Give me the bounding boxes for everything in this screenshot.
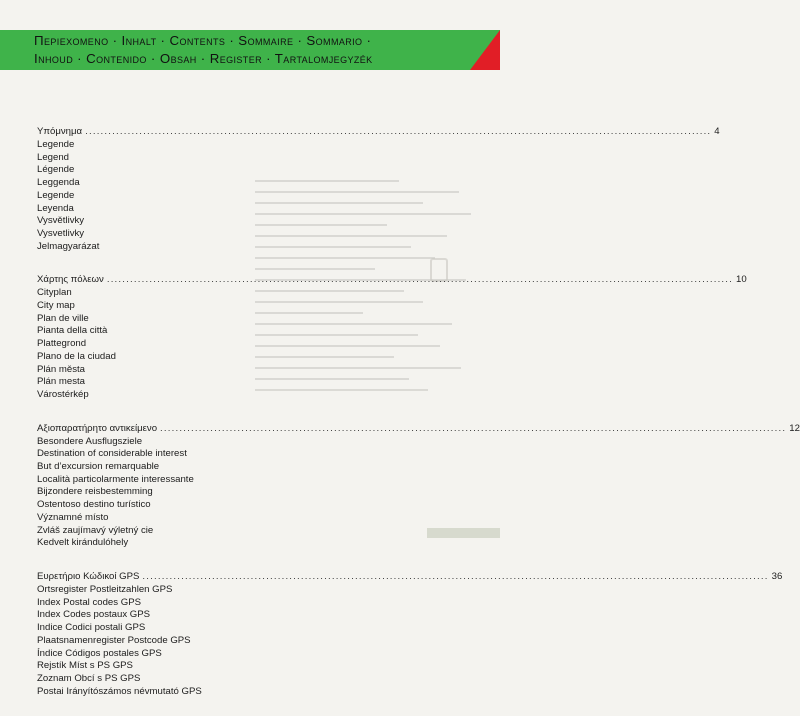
toc-entry[interactable] <box>37 422 800 436</box>
toc-leader-dots: .................................................................................................................................................................. <box>106 274 734 286</box>
banner-line-2: Inhoud · Contenido · Obsah · Register · Tartalomjegyzék <box>34 51 373 66</box>
toc-leader-dots: .................................................................................................................................................................. <box>85 126 712 137</box>
toc-subitem: Várostérkép <box>37 388 89 400</box>
toc-subitem: Leggenda <box>37 177 80 189</box>
toc-subitem: Bijzondere reisbestemming <box>37 486 153 498</box>
toc-entry-page: 12 <box>789 422 800 434</box>
toc-subitem: Plaatsnamenregister Postcode GPS <box>37 634 191 646</box>
contents-banner <box>0 30 500 70</box>
toc-subitem: Plan de ville <box>37 312 89 324</box>
toc-entry-title: Ευρετήριο Κώδικοί GPS <box>37 570 140 582</box>
toc-section-index-gps <box>37 570 783 698</box>
toc-entry-page: 10 <box>736 274 747 286</box>
toc-subitem: Rejstík Míst s PS GPS <box>37 660 133 672</box>
toc-leader-dots: .................................................................................................................................................................. <box>142 570 769 582</box>
toc-subitem: Plano de la ciudad <box>37 350 116 362</box>
toc-entry-title: Χάρτης πόλεων <box>37 274 104 286</box>
toc-subitem: Leyenda <box>37 202 74 214</box>
toc-subitem: Jelmagyarázat <box>37 240 100 252</box>
toc-section-legend <box>37 126 720 253</box>
toc-entry[interactable] <box>37 274 747 287</box>
toc-subitem: Cityplan <box>37 287 72 299</box>
toc-subitem: Postai Irányítószámos névmutató GPS <box>37 685 202 697</box>
toc-entry-page: 36 <box>771 570 783 582</box>
toc-subitem: Ortsregister Postleitzahlen GPS <box>37 583 173 595</box>
banner-line-1: Περιεχομενο · Inhalt · Contents · Sommaire · Sommario · <box>34 33 372 48</box>
toc-subitem: Località particolarmente interessante <box>37 473 194 485</box>
toc-subitem: Index Codes postaux GPS <box>37 609 151 621</box>
toc-subitem: Destination of considerable interest <box>37 448 187 460</box>
toc-subitem: Plán města <box>37 363 85 375</box>
toc-subitem: Indice Codici postali GPS <box>37 622 146 634</box>
toc-subitem: Zvláš zaujímavý výletný cie <box>37 524 154 536</box>
toc-subitem: City map <box>37 300 75 312</box>
toc-subitem: Besondere Ausflugsziele <box>37 435 143 447</box>
toc-subitem: Legend <box>37 151 70 163</box>
toc-subitem: Zoznam Obcí s PS GPS <box>37 672 141 684</box>
toc-section-places-of-interest <box>37 422 800 550</box>
toc-subitem: Plán mesta <box>37 376 85 388</box>
toc-entry[interactable] <box>37 570 783 584</box>
toc-subitem: Légende <box>37 164 75 176</box>
toc-subitem: Index Postal codes GPS <box>37 596 141 608</box>
toc-entry-title: Αξιοπαρατήρητο αντικείμενο <box>37 422 158 434</box>
toc-leader-dots: .................................................................................................................................................................. <box>160 422 787 434</box>
toc-subitem: Vysvětlivky <box>37 215 85 227</box>
toc-entry[interactable] <box>37 126 720 139</box>
table-of-contents <box>37 126 800 716</box>
toc-subitem: Plattegrond <box>37 338 87 350</box>
toc-section-city-map <box>37 274 747 401</box>
toc-subitem: Legende <box>37 189 75 201</box>
banner-corner-triangle <box>470 30 500 70</box>
toc-subitem: Índice Códigos postales GPS <box>37 647 162 659</box>
toc-entry-page: 4 <box>714 126 720 137</box>
toc-subitem: Legende <box>37 139 75 150</box>
toc-subitem: Pianta della città <box>37 325 108 337</box>
toc-subitem: Kedvelt kirándulóhely <box>37 537 129 549</box>
toc-subitem: Vysvetlivky <box>37 227 85 239</box>
toc-subitem: But d’excursion remarquable <box>37 461 160 473</box>
toc-entry-title: Υπόμνημα <box>37 126 83 137</box>
banner-title <box>34 32 474 68</box>
toc-subitem: Ostentoso destino turístico <box>37 499 151 511</box>
toc-subitem: Významné místo <box>37 511 109 523</box>
